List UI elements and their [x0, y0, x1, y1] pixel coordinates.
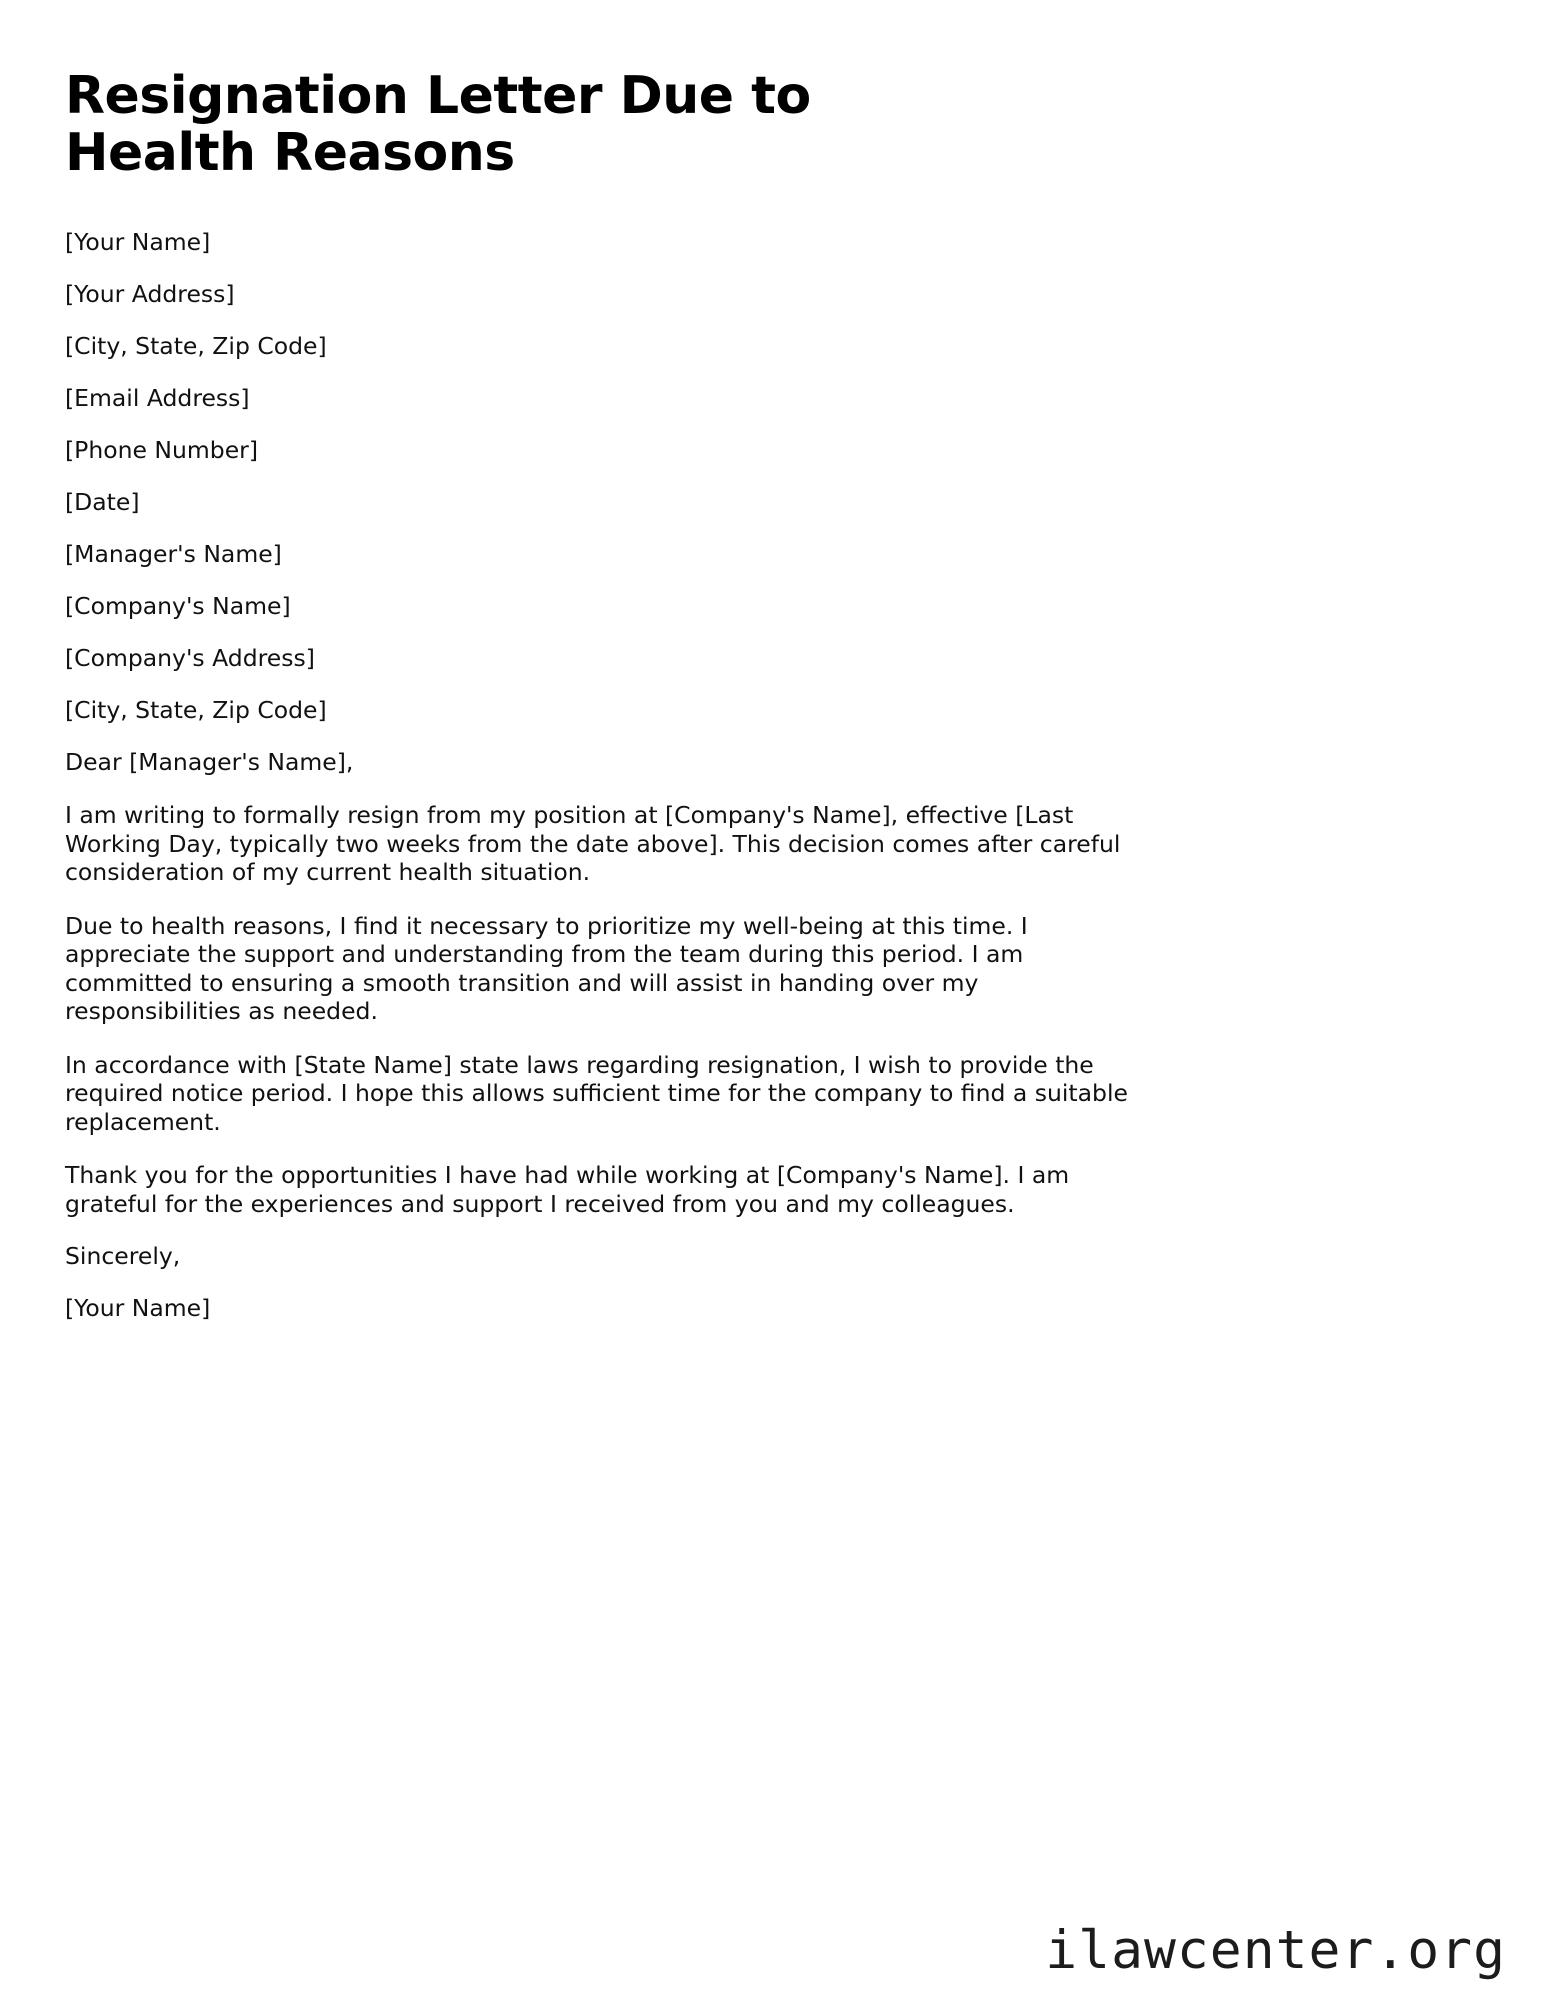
signature-name: [Your Name]: [65, 1294, 211, 1322]
recipient-manager-line: [Manager's Name]: [65, 540, 282, 568]
letter-body: [65, 68, 1140, 1322]
sender-email-line: [Email Address]: [65, 384, 250, 412]
sender-address-block: [65, 229, 1140, 516]
closing-salutation: Sincerely,: [65, 1242, 181, 1270]
recipient-city-line: [City, State, Zip Code]: [65, 696, 327, 724]
letter-date-line: [Date]: [65, 488, 140, 516]
recipient-company-line: [Company's Name]: [65, 592, 291, 620]
sender-street-line: [Your Address]: [65, 280, 235, 308]
body-paragraph-1: I am writing to formally resign from my position at [Company's Name], effective [Last Working Day, typically two weeks from the date above]. This decision comes after careful consideration of my current health situation.: [65, 801, 1121, 886]
recipient-address-block: [65, 541, 1140, 724]
sender-city-line: [City, State, Zip Code]: [65, 332, 327, 360]
salutation: Dear [Manager's Name],: [65, 748, 354, 776]
body-paragraph-2: Due to health reasons, I find it necessary to prioritize my well-being at this time. I appreciate the support and understanding from the team during this period. I am committed to ensuring a smooth transition and will assist in handing over my responsibilities as needed.: [65, 911, 1028, 1025]
body-paragraph-4: Thank you for the opportunities I have had while working at [Company's Name]. I am grateful for the experiences and support I received from you and my colleagues.: [65, 1161, 1070, 1218]
site-watermark: ilawcenter.org: [1045, 1920, 1506, 1981]
body-paragraph-3: In accordance with [State Name] state laws regarding resignation, I wish to provide the required notice period. I hope this allows sufficient time for the company to find a suitable replacement.: [65, 1050, 1128, 1136]
sender-phone-line: [Phone Number]: [65, 436, 259, 464]
recipient-street-line: [Company's Address]: [65, 644, 315, 672]
sender-name-line: [Your Name]: [65, 228, 211, 256]
page-title: Resignation Letter Due to Health Reasons: [65, 66, 811, 183]
